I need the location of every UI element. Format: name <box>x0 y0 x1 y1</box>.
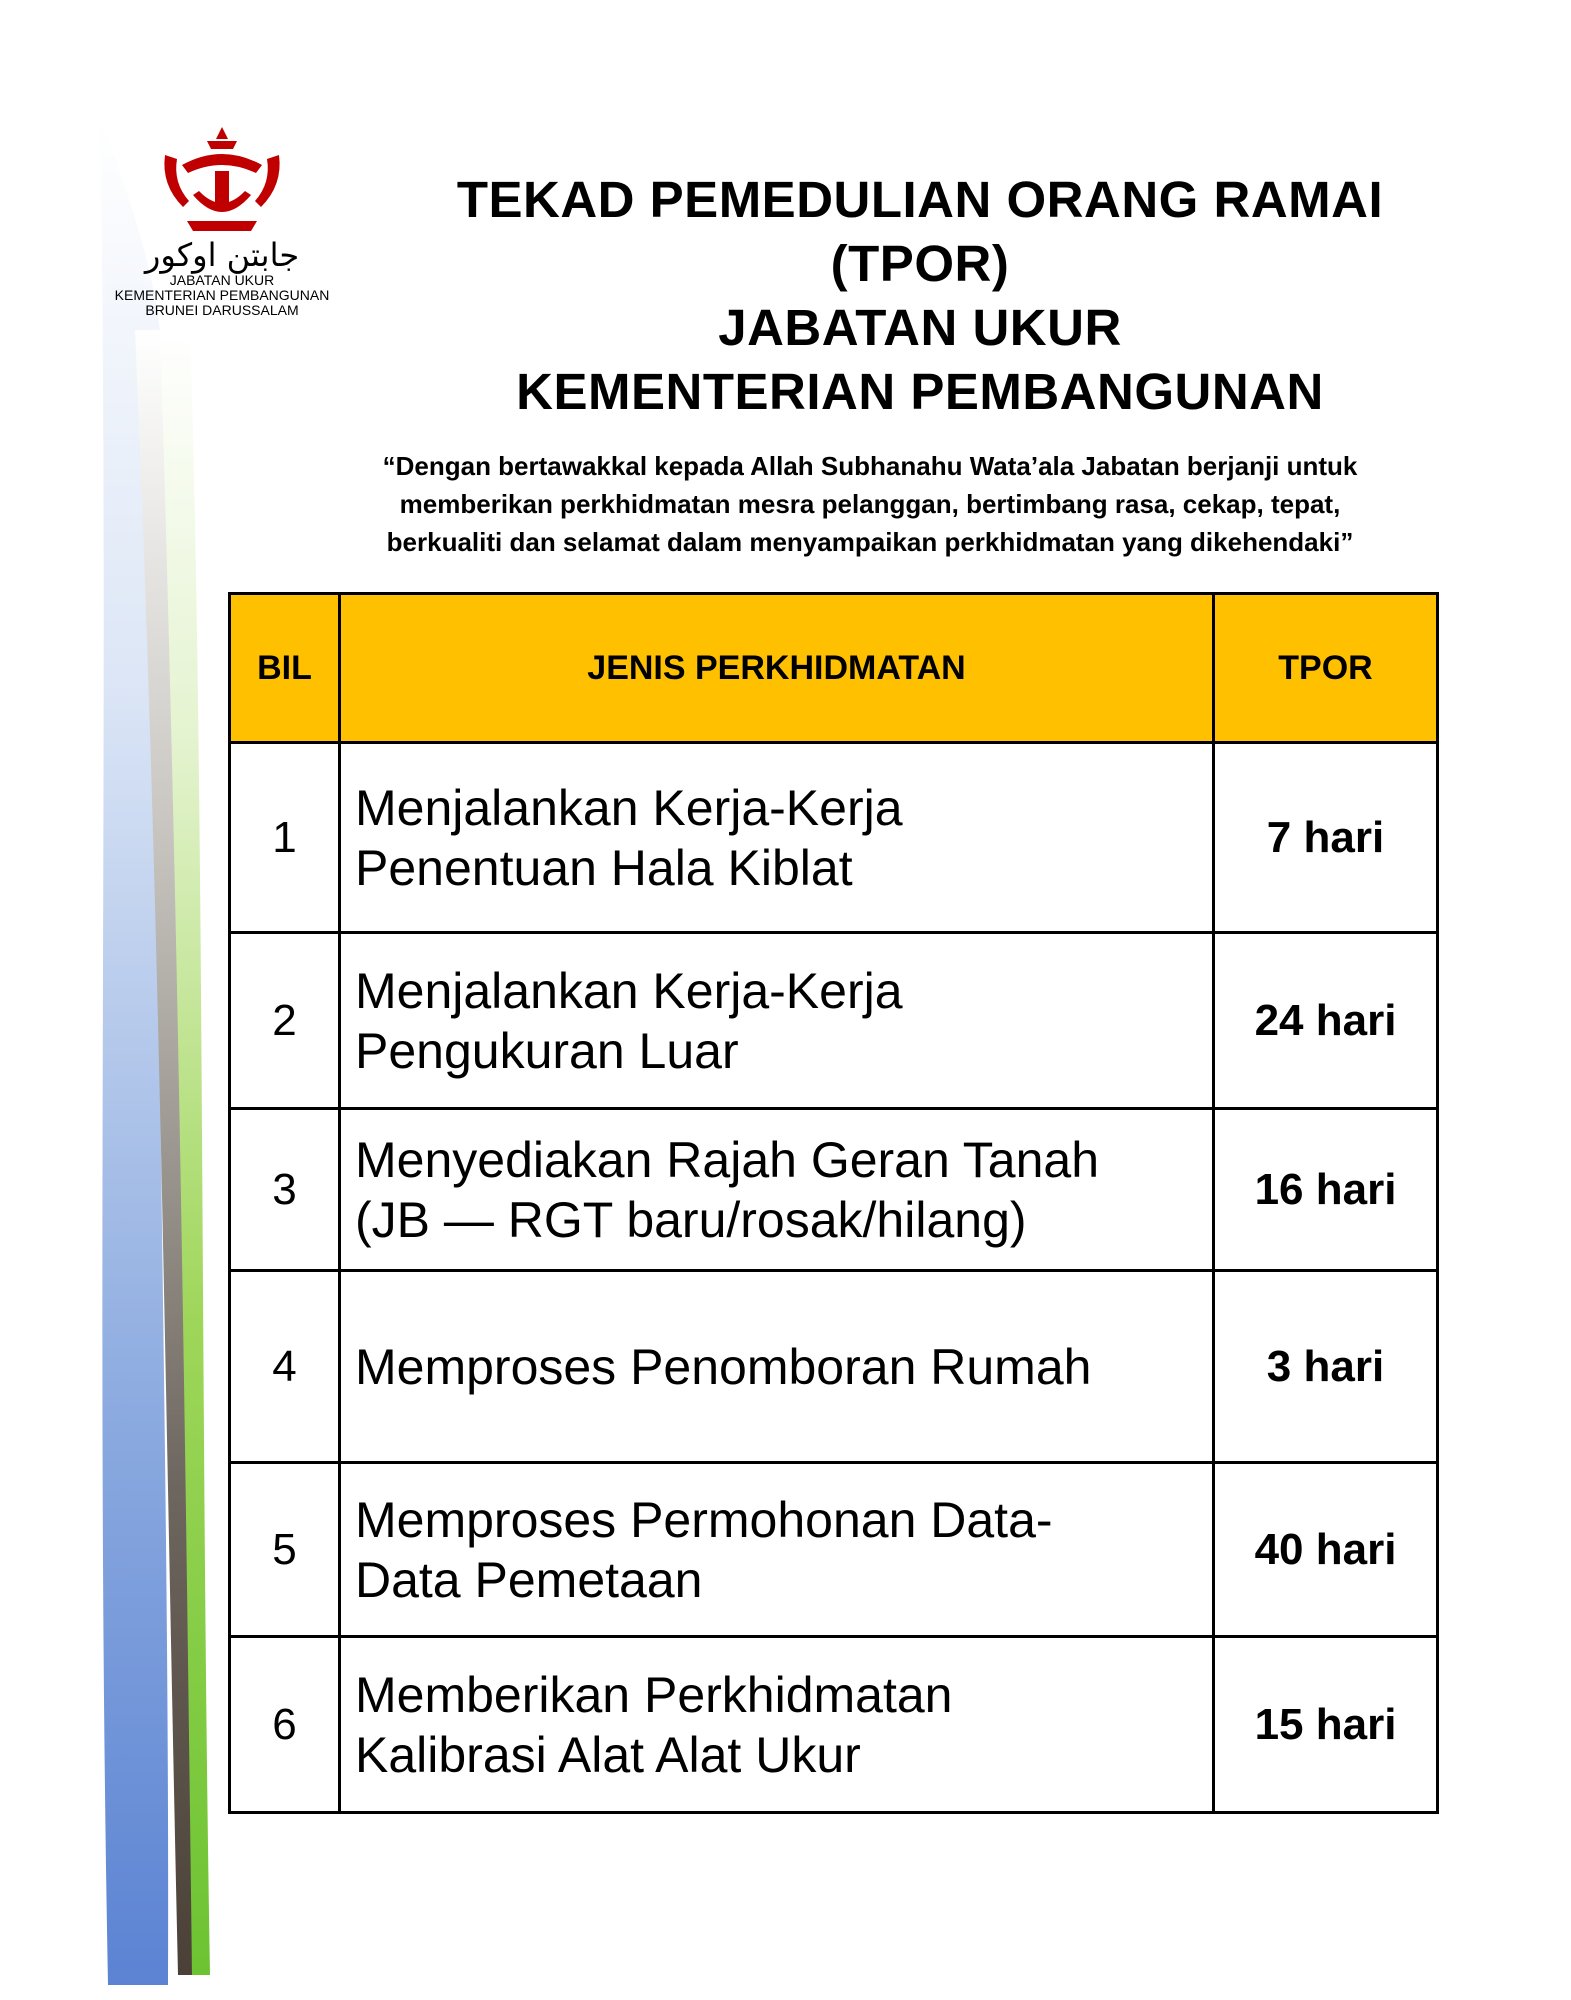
row-number: 1 <box>230 743 340 933</box>
page-title <box>360 168 1480 424</box>
logo-org-line-3: BRUNEI DARUSSALAM <box>145 302 299 318</box>
table-row <box>230 743 1438 933</box>
table-row <box>230 1637 1438 1813</box>
table-row <box>230 1271 1438 1463</box>
tpor-days: 15 hari <box>1214 1637 1438 1813</box>
service-line: Memproses Penomboran Rumah <box>355 1338 1092 1395</box>
service-line: (JB — RGT baru/rosak/hilang) <box>355 1191 1027 1248</box>
service-name <box>340 1271 1214 1463</box>
service-name <box>340 743 1214 933</box>
service-line: Memproses Permohonan Data- <box>355 1491 1053 1548</box>
service-name <box>340 1463 1214 1637</box>
table-header-row <box>230 594 1438 743</box>
service-line: Penentuan Hala Kiblat <box>355 839 853 896</box>
title-line-1: TEKAD PEMEDULIAN ORANG RAMAI <box>456 171 1384 228</box>
header-jenis-perkhidmatan: JENIS PERKHIDMATAN <box>340 594 1214 743</box>
service-line: Memberikan Perkhidmatan <box>355 1666 953 1723</box>
title-line-2: (TPOR) <box>830 235 1010 292</box>
service-table <box>228 592 1439 1814</box>
title-line-3: JABATAN UKUR <box>718 299 1122 356</box>
department-logo <box>92 125 352 318</box>
service-line: Data Pemetaan <box>355 1551 703 1608</box>
service-line: Pengukuran Luar <box>355 1022 739 1079</box>
logo-org-line-2: KEMENTERIAN PEMBANGUNAN <box>114 287 330 303</box>
service-name <box>340 1109 1214 1271</box>
service-line: Menjalankan Kerja-Kerja <box>355 962 903 1019</box>
service-line: Menyediakan Rajah Geran Tanah <box>355 1131 1100 1188</box>
pledge-line-1: “Dengan bertawakkal kepada Allah Subhanahu Wata’ala Jabatan berjanji untuk <box>382 451 1358 481</box>
row-number: 4 <box>230 1271 340 1463</box>
title-line-4: KEMENTERIAN PEMBANGUNAN <box>516 363 1324 420</box>
tpor-days: 3 hari <box>1214 1271 1438 1463</box>
tpor-days: 16 hari <box>1214 1109 1438 1271</box>
logo-org-line-1: JABATAN UKUR <box>169 272 275 288</box>
service-line: Menjalankan Kerja-Kerja <box>355 779 903 836</box>
service-name <box>340 933 1214 1109</box>
pledge-line-2: memberikan perkhidmatan mesra pelanggan, bertimbang rasa, cekap, tepat, <box>399 489 1341 519</box>
header-bil: BIL <box>230 594 340 743</box>
row-number: 5 <box>230 1463 340 1637</box>
service-line: Kalibrasi Alat Alat Ukur <box>355 1726 861 1783</box>
row-number: 3 <box>230 1109 340 1271</box>
logo-jawi-text: جابتن اوكور <box>144 236 300 274</box>
pledge-statement <box>270 447 1470 561</box>
service-name <box>340 1637 1214 1813</box>
row-number: 2 <box>230 933 340 1109</box>
tpor-days: 24 hari <box>1214 933 1438 1109</box>
row-number: 6 <box>230 1637 340 1813</box>
header-tpor: TPOR <box>1214 594 1438 743</box>
table-row <box>230 1109 1438 1271</box>
tpor-days: 7 hari <box>1214 743 1438 933</box>
table-row <box>230 933 1438 1109</box>
brunei-crest-icon <box>157 125 287 235</box>
table-row <box>230 1463 1438 1637</box>
tpor-days: 40 hari <box>1214 1463 1438 1637</box>
pledge-line-3: berkualiti dan selamat dalam menyampaikan perkhidmatan yang dikehendaki” <box>386 527 1354 557</box>
